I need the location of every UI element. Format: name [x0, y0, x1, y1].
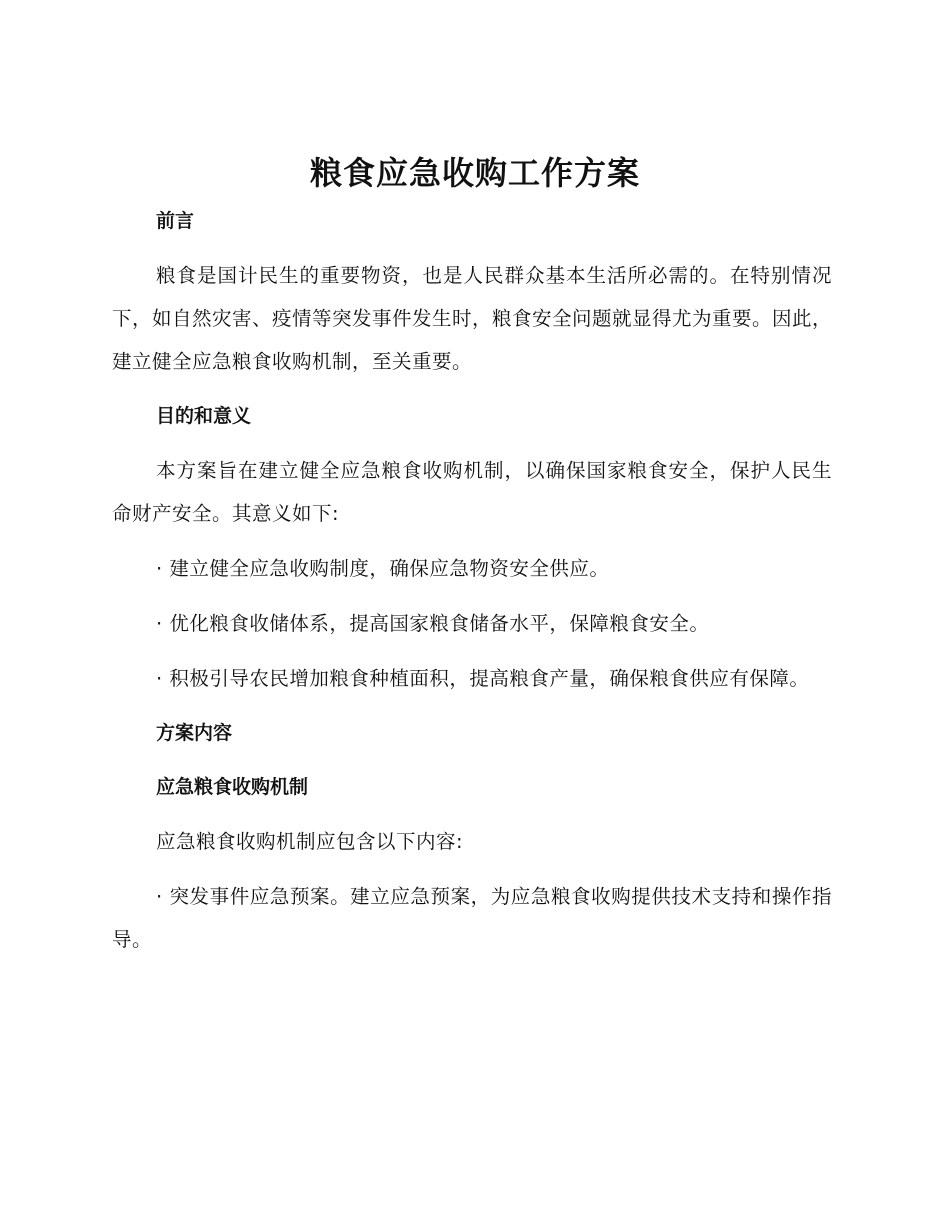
paragraph-purpose: 本方案旨在建立健全应急粮食收购机制，以确保国家粮食安全，保护人民生命财产安全。其意义如下: [112, 459, 832, 525]
bullet-item: · 积极引导农民增加粮食种植面积，提高粮食产量，确保粮食供应有保障。 [156, 667, 810, 690]
paragraph-mechanism: 应急粮食收购机制应包含以下内容: [156, 830, 464, 853]
bullet-item: · 优化粮食收储体系，提高国家粮食储备水平，保障粮食安全。 [156, 612, 710, 635]
paragraph-preface: 粮食是国计民生的重要物资，也是人民群众基本生活所必需的。在特别情况下，如自然灾害、疫情等突发事件发生时，粮食安全问题就显得尤为重要。因此，建立健全应急粮食收购机制，至关重要。 [112, 264, 833, 373]
bullet-item: · 突发事件应急预案。建立应急预案，为应急粮食收购提供技术支持和操作指导。 [112, 885, 832, 951]
document-title: 粮食应急收购工作方案 [309, 154, 640, 192]
document-body [112, 200, 832, 961]
section-heading-mechanism: 应急粮食收购机制 [156, 776, 309, 798]
section-heading-plan: 方案内容 [156, 722, 233, 744]
section-heading-preface: 前言 [156, 210, 195, 232]
section-heading-purpose: 目的和意义 [156, 405, 252, 427]
bullet-item: · 建立健全应急收购制度，确保应急物资安全供应。 [156, 557, 610, 580]
